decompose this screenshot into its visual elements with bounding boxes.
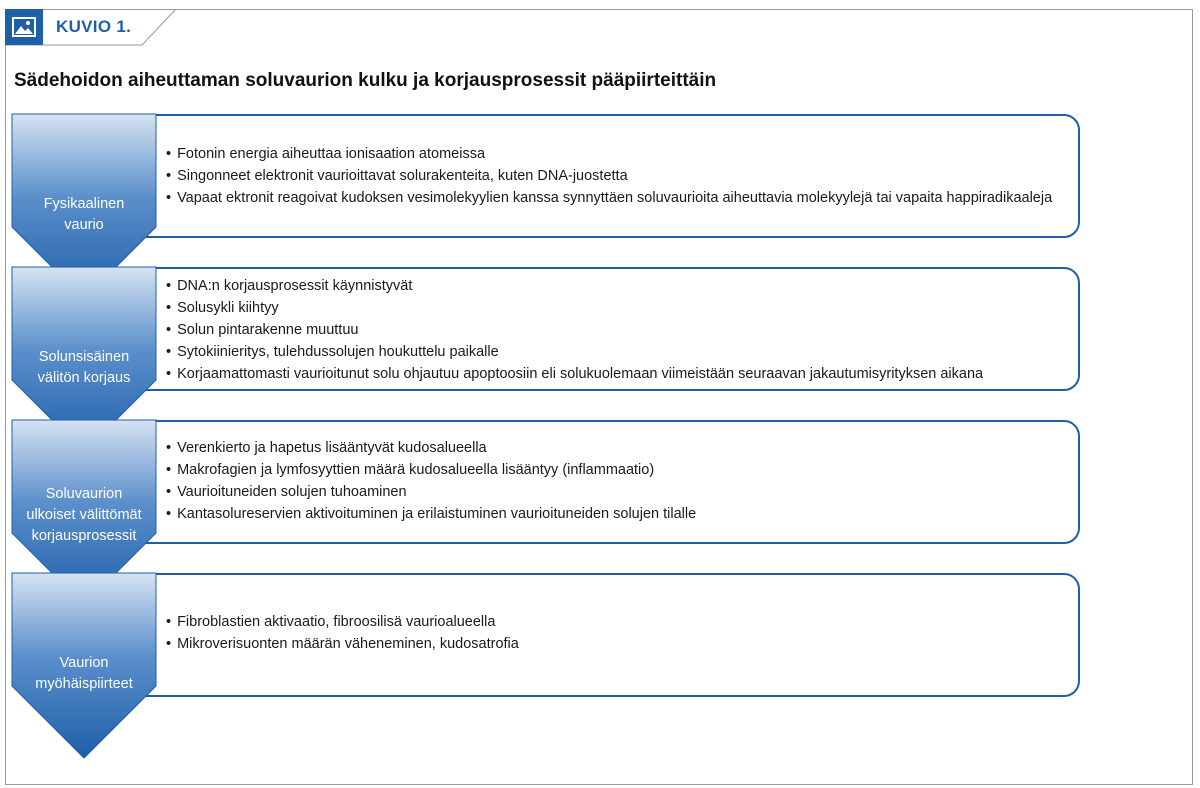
stage-label-line: vaurio	[64, 217, 104, 233]
stage-label	[12, 347, 156, 389]
image-icon	[12, 17, 36, 37]
stage-label-line: Soluvaurion	[45, 486, 123, 502]
list-item: • Vaurioituneiden solujen tuhoaminen	[166, 481, 696, 503]
list-item: • Sytokiinieritys, tulehdussolujen houkuttelu paikalle	[166, 341, 983, 363]
figure-badge	[5, 9, 43, 45]
stage-label-line: Vaurion	[59, 655, 109, 671]
stage-box	[128, 420, 1080, 544]
stage-label	[12, 653, 156, 695]
stage-box	[128, 267, 1080, 391]
stage-label	[12, 194, 156, 236]
list-item: • Mikroverisuonten määrän väheneminen, kudosatrofia	[166, 633, 519, 655]
list-item: • DNA:n korjausprosessit käynnistyvät	[166, 275, 983, 297]
list-item: • Verenkierto ja hapetus lisääntyvät kudosalueella	[166, 437, 696, 459]
list-item: • Makrofagien ja lymfosyyttien määrä kudosalueella lisääntyy (inflammaatio)	[166, 459, 696, 481]
stage-label	[12, 484, 156, 547]
list-item: • Korjaamattomasti vaurioitunut solu ohjautuu apoptoosiin eli solukuolemaan viimeistään seuraavan jakautumisyrityksen aikana	[166, 363, 983, 385]
stage-chevron	[12, 573, 156, 758]
stage-label-line: ulkoiset välittömät	[26, 507, 142, 523]
list-item: • Singonneet elektronit vaurioittavat solurakenteita, kuten DNA-juostetta	[166, 165, 1052, 187]
stage-label-line: korjausprosessit	[31, 528, 137, 544]
figure-label: KUVIO 1.	[56, 17, 132, 36]
list-item: • Solusykli kiihtyy	[166, 297, 983, 319]
stage-item-list	[166, 437, 696, 525]
stage-item-list	[166, 143, 1052, 209]
stage-label-line: myöhäispiirteet	[35, 676, 133, 692]
list-item: • Fotonin energia aiheuttaa ionisaation atomeissa	[166, 143, 1052, 165]
stage-item-list	[166, 611, 519, 655]
stage-label-line: välitön korjaus	[37, 370, 131, 386]
figure-title: Sädehoidon aiheuttaman soluvaurion kulku ja korjausprosessit pääpiirteittäin	[14, 70, 717, 91]
list-item: • Fibroblastien aktivaatio, fibroosilisä vaurioalueella	[166, 611, 519, 633]
stage-label-line: Fysikaalinen	[43, 196, 125, 212]
list-item: • Kantasolureservien aktivoituminen ja erilaistuminen vaurioituneiden solujen tilalle	[166, 503, 696, 525]
list-item: • Vapaat ektronit reagoivat kudoksen vesimolekyylien kanssa synnyttäen soluvaurioita aiheuttavia molekyylejä tai vapaita happiradikaaleja	[166, 187, 1052, 209]
stage-box	[128, 573, 1080, 697]
stage-item-list	[166, 275, 983, 385]
stage-box	[128, 114, 1080, 238]
stage-label-line: Solunsisäinen	[38, 349, 130, 365]
list-item: • Solun pintarakenne muuttuu	[166, 319, 983, 341]
